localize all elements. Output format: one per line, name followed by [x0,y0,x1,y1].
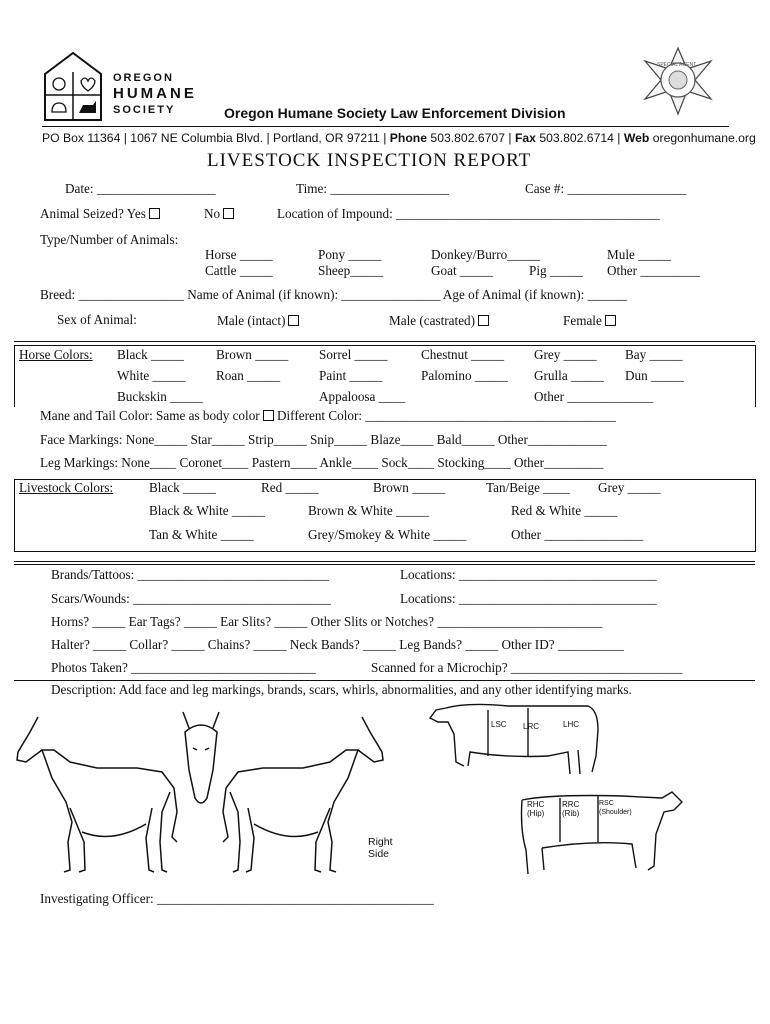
divider-description [14,680,755,681]
mane-tail-color [40,408,616,424]
cow-label-lhc: LHC [563,720,580,729]
horse-count[interactable]: Horse _____ [205,247,273,262]
livestock-color-tan-white[interactable]: Tan & White _____ [149,527,254,542]
breed-name-age-line[interactable]: Breed: ________________ Name of Animal (if known): _______________ Age of Animal (if known): ______ [40,287,628,302]
division-title: Oregon Humane Society Law Enforcement Division [224,105,566,121]
logo-text [113,70,197,118]
cow-label-rsc: RSC (Shoulder) [599,800,632,816]
horse-right-side-icon [213,712,388,877]
logo-line-humane: HUMANE [113,85,197,102]
contact-line [42,131,756,145]
leg-markings-line[interactable]: Leg Markings: None____ Coronet____ Pastern____ Ankle____ Sock____ Stocking____ Other_________ [40,455,604,470]
horse-color-chestnut[interactable]: Chestnut _____ [421,347,505,362]
fax: 503.802.6714 [539,131,614,145]
web-label: Web [623,131,650,145]
seized-no-label: No [204,206,221,221]
horse-color-black[interactable]: Black _____ [117,347,185,362]
mane-same-label: Mane and Tail Color: Same as body color [40,408,260,423]
horse-color-other[interactable]: Other _____________ [534,389,654,404]
horse-color-dun[interactable]: Dun _____ [625,368,684,383]
phone: 503.802.6707 [430,131,505,145]
date-field[interactable]: Date: __________________ [65,181,216,196]
horse-color-grulla[interactable]: Grulla _____ [534,368,604,383]
donkey-count[interactable]: Donkey/Burro_____ [431,247,541,262]
case-field[interactable]: Case #: __________________ [525,181,687,196]
horse-color-buckskin[interactable]: Buckskin _____ [117,389,204,404]
microchip-field[interactable]: Scanned for a Microchip? __________________________ [371,660,683,675]
sex-label: Sex of Animal: [57,312,137,327]
mane-same-checkbox[interactable] [263,410,274,421]
sex-female [563,313,616,329]
halter-collar-line[interactable]: Halter? _____ Collar? _____ Chains? _____ Neck Bands? _____ Leg Bands? _____ Other ID? __________ [51,637,624,652]
brands-tattoos-field[interactable]: Brands/Tattoos: _____________________________ [51,567,329,582]
sheep-count[interactable]: Sheep_____ [318,263,384,278]
cow-label-rrc: RRC (Rib) [562,800,580,818]
time-field[interactable]: Time: __________________ [296,181,450,196]
cow-label-lrc: LRC [523,722,540,731]
seized-no [204,206,234,222]
male-intact-label: Male (intact) [217,313,286,328]
right-side-caption [368,836,393,860]
livestock-color-red-white[interactable]: Red & White _____ [511,503,618,518]
star-badge-icon [638,47,718,115]
livestock-color-tan-beige[interactable]: Tan/Beige ____ [486,480,570,495]
investigating-officer-field[interactable]: Investigating Officer: __________________________________________ [40,891,434,906]
horse-colors-label: Horse Colors: [19,347,93,362]
logo-line-oregon: OREGON [113,72,174,84]
divider-ident-top [14,561,755,562]
livestock-color-other[interactable]: Other _______________ [511,527,644,542]
house-logo-icon [42,50,104,122]
animal-seized [40,206,160,222]
pony-count[interactable]: Pony _____ [318,247,382,262]
divider-ident-top-2 [14,564,755,565]
type-number-label: Type/Number of Animals: [40,232,179,247]
goat-count[interactable]: Goat _____ [431,263,493,278]
horse-color-grey[interactable]: Grey _____ [534,347,597,362]
photos-taken-field[interactable]: Photos Taken? ____________________________ [51,660,316,675]
horse-color-bay[interactable]: Bay _____ [625,347,683,362]
cow-right-side-icon [512,780,687,876]
report-title: LIVESTOCK INSPECTION REPORT [207,150,532,171]
fax-label: Fax [514,131,536,145]
seized-no-checkbox[interactable] [223,208,234,219]
horse-color-paint[interactable]: Paint _____ [319,368,383,383]
sep-2: | [617,131,621,145]
impound-location-field[interactable]: Location of Impound: ________________________________________ [277,206,660,221]
horse-color-white[interactable]: White _____ [117,368,186,383]
female-label: Female [563,313,602,328]
seized-yes-checkbox[interactable] [149,208,160,219]
livestock-color-black[interactable]: Black _____ [149,480,217,495]
sep-1: | [508,131,512,145]
horse-color-palomino[interactable]: Palomino _____ [421,368,508,383]
horse-color-roan[interactable]: Roan _____ [216,368,281,383]
male-castrated-label: Male (castrated) [389,313,476,328]
divider-horse-top [14,341,755,342]
face-markings-line[interactable]: Face Markings: None_____ Star_____ Strip_____ Snip_____ Blaze_____ Bald_____ Other____________ [40,432,608,447]
cow-label-rhc: RHC (Hip) [527,800,545,818]
horse-color-appaloosa[interactable]: Appaloosa ____ [319,389,406,404]
logo [42,50,104,122]
livestock-color-grey[interactable]: Grey _____ [598,480,661,495]
horse-color-sorrel[interactable]: Sorrel _____ [319,347,388,362]
header-divider [42,126,729,127]
badge-caption: SPECIAL AGENT [657,62,697,68]
horns-eartags-line[interactable]: Horns? _____ Ear Tags? _____ Ear Slits? _____ Other Slits or Notches? _________________________ [51,614,603,629]
horse-left-side-icon [12,712,187,877]
scars-locations-field[interactable]: Locations: ______________________________ [400,591,657,606]
livestock-color-grey-smokey-white[interactable]: Grey/Smokey & White _____ [308,527,467,542]
address: PO Box 11364 | 1067 NE Columbia Blvd. | Portland, OR 97211 | [42,131,387,145]
livestock-color-red[interactable]: Red _____ [261,480,319,495]
badge [638,47,718,115]
livestock-colors-label: Livestock Colors: [19,480,114,495]
male-castrated-checkbox[interactable] [478,315,489,326]
web: oregonhumane.org [652,131,756,145]
livestock-color-brown[interactable]: Brown _____ [373,480,446,495]
female-checkbox[interactable] [605,315,616,326]
brands-locations-field[interactable]: Locations: ______________________________ [400,567,657,582]
right-side-caption-line-2: Side [368,848,390,860]
male-intact-checkbox[interactable] [288,315,299,326]
cattle-count[interactable]: Cattle _____ [205,263,273,278]
sex-male-castrated [389,313,489,329]
sex-male-intact [217,313,299,329]
mane-different-field[interactable]: Different Color: ______________________________________ [276,408,616,423]
cow-left-side-icon [428,700,608,780]
livestock-color-black-white[interactable]: Black & White _____ [149,503,265,518]
livestock-color-brown-white[interactable]: Brown & White _____ [308,503,429,518]
phone-label: Phone [389,131,428,145]
horse-color-brown[interactable]: Brown _____ [216,347,289,362]
logo-line-society: SOCIETY [113,104,176,116]
mule-count[interactable]: Mule _____ [607,247,672,262]
right-side-caption-line-1: Right [368,836,393,848]
scars-wounds-field[interactable]: Scars/Wounds: ______________________________ [51,591,331,606]
seized-yes-label: Animal Seized? Yes [40,206,146,221]
other-count[interactable]: Other _________ [607,263,700,278]
cow-label-lsc: LSC [491,720,507,729]
pig-count[interactable]: Pig _____ [529,263,583,278]
description-instructions: Description: Add face and leg markings, brands, scars, whirls, abnormalities, and any other identifying marks. [51,682,632,697]
